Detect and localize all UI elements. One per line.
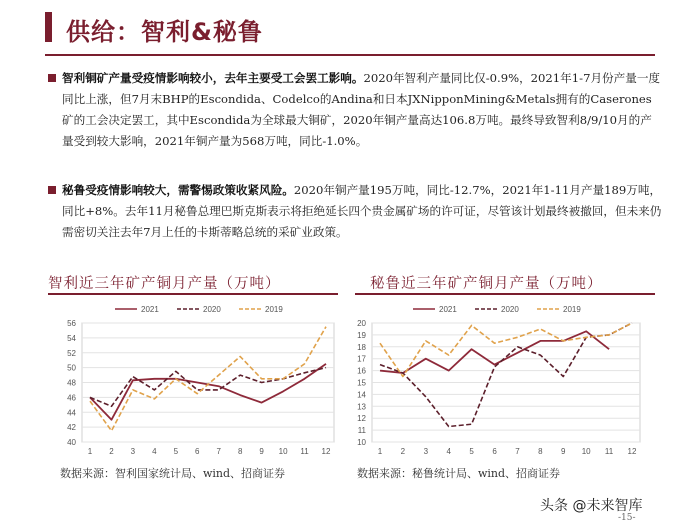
- page-number: -15-: [618, 513, 636, 523]
- series-line-2021: [90, 364, 326, 420]
- x-tick-label: 12: [321, 447, 331, 456]
- peru-chart-title: 秘鲁近三年矿产铜月产量（万吨）: [370, 276, 603, 292]
- x-tick-label: 2: [109, 447, 114, 456]
- x-tick-label: 5: [173, 447, 179, 456]
- y-tick-label: 19: [357, 330, 366, 340]
- chile-chart-title-rule: [48, 293, 338, 295]
- y-tick-label: 17: [357, 354, 366, 364]
- y-tick-label: 52: [67, 348, 76, 358]
- series-line-2019: [380, 323, 632, 377]
- y-tick-label: 54: [67, 333, 76, 343]
- chile-chart-source: 数据来源：智利国家统计局、wind、招商证券: [60, 467, 286, 480]
- square-bullet-icon: [48, 74, 56, 82]
- chile-chart: [48, 297, 348, 463]
- y-tick-label: 20: [357, 319, 366, 328]
- x-tick-label: 7: [515, 447, 520, 456]
- legend-label: 2020: [203, 305, 221, 314]
- peru-chart-source: 数据来源：秘鲁统计局、wind、招商证券: [357, 467, 561, 480]
- y-tick-label: 18: [357, 342, 366, 352]
- y-tick-label: 13: [357, 402, 366, 412]
- peru-chart-svg: [340, 297, 655, 459]
- legend-label: 2021: [141, 305, 159, 314]
- legend-label: 2019: [563, 305, 581, 314]
- paragraph-body: 2020年智利产量同比仅-0.9%，2021年1-7月份产量一度同比上涨，但7月末BHP的Escondida、Codelco的Andina和日本JXNipponMining&Metals拥有的Caserones矿的工会决定罢工，其中Escondida为全球最大铜矿，2020年铜产量高达106.8万吨。最终导致智利8/9/10月的产量受到较大影响，2021年铜产量为568万吨，同比-1.0%。: [62, 71, 661, 148]
- y-tick-label: 42: [67, 423, 76, 433]
- y-tick-label: 12: [357, 414, 366, 424]
- paragraph-chile: [62, 68, 662, 152]
- y-tick-label: 11: [357, 426, 366, 436]
- x-tick-label: 9: [561, 447, 566, 456]
- chile-chart-svg: [48, 297, 348, 459]
- x-tick-label: 10: [278, 447, 288, 456]
- y-tick-label: 48: [67, 378, 76, 388]
- title-accent-block: [45, 12, 52, 42]
- chile-chart-title: 智利近三年矿产铜月产量（万吨）: [48, 276, 281, 292]
- legend-label: 2019: [265, 305, 283, 314]
- y-tick-label: 50: [67, 363, 76, 373]
- x-tick-label: 3: [130, 447, 136, 456]
- title-divider: [45, 54, 655, 56]
- footer-brand: 头条 @未来智库: [540, 498, 643, 514]
- paragraph-body: 2020年铜产量195万吨，同比-12.7%，2021年1-11月产量189万吨，同比+8%。去年11月秘鲁总理巴斯克斯表示将拒绝延长四个贵金属矿场的许可证，尽管该计划最终被撤回，但未来仍需密切关注去年7月上任的卡斯蒂略总统的采矿业政策。: [62, 183, 662, 239]
- peru-chart-title-rule: [355, 293, 655, 295]
- x-tick-label: 8: [538, 447, 543, 456]
- x-tick-label: 2: [400, 447, 406, 456]
- x-tick-label: 11: [604, 447, 614, 456]
- legend-label: 2021: [439, 305, 457, 314]
- x-tick-label: 9: [259, 447, 264, 456]
- legend-label: 2020: [501, 305, 519, 314]
- y-tick-label: 56: [67, 319, 76, 328]
- x-tick-label: 1: [377, 447, 383, 456]
- paragraph-lead: 智利铜矿产量受疫情影响较小，去年主要受工会罢工影响。: [62, 71, 364, 85]
- title-bar: [0, 0, 700, 52]
- x-tick-label: 8: [237, 447, 243, 456]
- square-bullet-icon: [48, 186, 56, 194]
- y-tick-label: 14: [357, 390, 366, 400]
- x-tick-label: 7: [216, 447, 221, 456]
- y-tick-label: 40: [67, 438, 76, 447]
- page-title: 供给：智利&秘鲁: [66, 18, 263, 46]
- y-tick-label: 44: [67, 408, 76, 418]
- peru-chart: [340, 297, 655, 463]
- x-tick-label: 11: [300, 447, 309, 456]
- x-tick-label: 4: [152, 447, 157, 456]
- x-tick-label: 5: [469, 447, 474, 456]
- y-tick-label: 16: [357, 366, 366, 376]
- x-tick-label: 1: [87, 447, 93, 456]
- y-tick-label: 10: [357, 438, 366, 447]
- paragraph-lead: 秘鲁受疫情影响较大，需警惕政策收紧风险。: [62, 183, 294, 197]
- x-tick-label: 12: [627, 447, 637, 456]
- x-tick-label: 10: [581, 447, 591, 456]
- paragraph-peru: [62, 180, 662, 243]
- y-tick-label: 15: [357, 378, 366, 388]
- series-line-2019: [90, 327, 326, 431]
- x-tick-label: 3: [423, 447, 429, 456]
- x-tick-label: 6: [195, 447, 200, 456]
- series-line-2021: [380, 331, 609, 373]
- y-tick-label: 46: [67, 393, 76, 403]
- x-tick-label: 4: [446, 447, 451, 456]
- x-tick-label: 6: [492, 447, 497, 456]
